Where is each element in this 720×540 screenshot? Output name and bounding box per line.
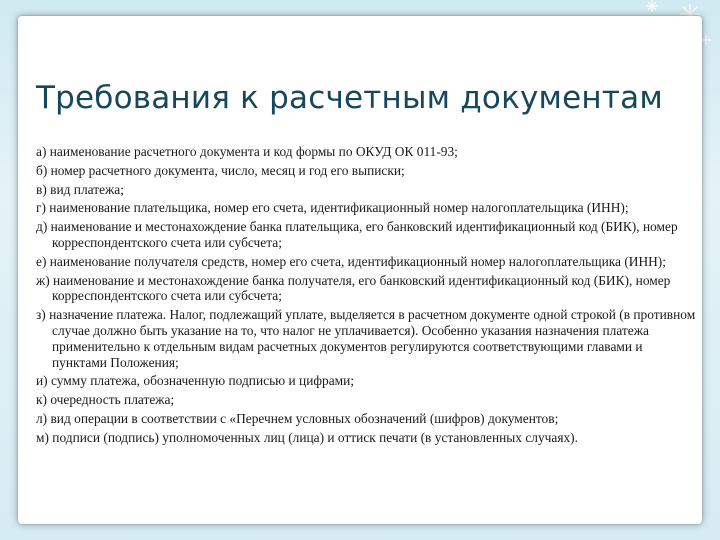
- requirement-item: е) наименование получателя средств, номер его счета, идентификационный номер налогоплательщика (ИНН);: [36, 253, 666, 269]
- requirement-item: а) наименование расчетного документа и код формы по ОКУД ОК 011-93;: [36, 144, 458, 159]
- requirement-item: з) назначение платежа. Налог, подлежащий уплате, выделяется в расчетном документе одной строкой (в противном случае должно быть указание на то, что налог не уплачивается). Особенно указания назначения платежа применительно к отдельным видам расчетных документов регулируются соответствующими главами и пунктами Положения;: [36, 307, 696, 370]
- requirements-list: [36, 144, 696, 449]
- requirement-item: и) сумму платежа, обозначенную подписью и цифрами;: [36, 373, 355, 389]
- requirement-item: л) вид операции в соответствии с «Перечнем условных обозначений (шифров) документов;: [36, 410, 559, 426]
- requirement-item: д) наименование и местонахождение банка плательщика, его банковский идентификационный код (БИК), номер корреспондентского счета или субсчета;: [36, 219, 678, 250]
- requirement-item: в) вид платежа;: [36, 181, 124, 197]
- requirement-item: ж) наименование и местонахождение банка получателя, его банковский идентификационный код (БИК), номер корреспондентского счета или субсчета;: [36, 272, 671, 304]
- requirement-item: б) номер расчетного документа, число, месяц и год его выписки;: [36, 162, 405, 178]
- requirement-item: м) подписи (подпись) уполномоченных лиц (лица) и оттиск печати (в установленных случаях).: [36, 429, 578, 445]
- slide-title: Требования к расчетным документам: [36, 80, 663, 116]
- requirement-item: к) очередность платежа;: [36, 392, 175, 408]
- slide-card: [18, 16, 702, 524]
- requirement-item: г) наименование плательщика, номер его счета, идентификационный номер налогоплательщика (ИНН);: [36, 200, 629, 216]
